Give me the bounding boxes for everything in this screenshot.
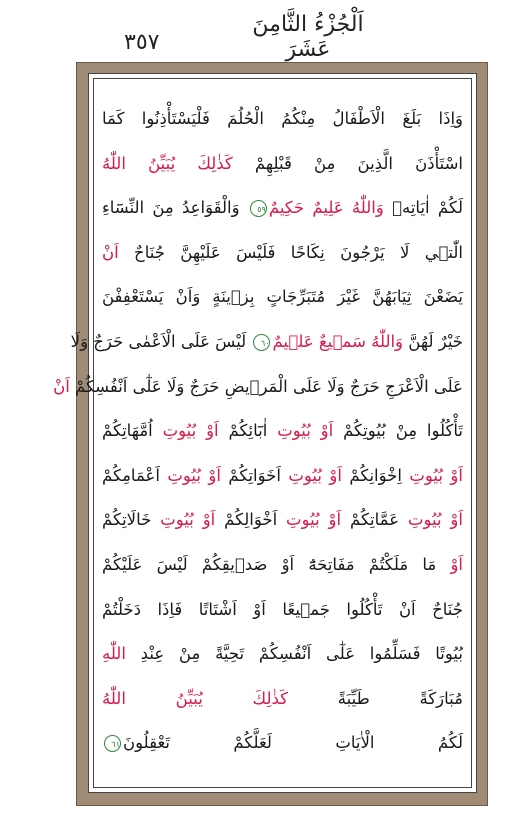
verse-line: [102, 588, 463, 633]
highlighted-text: اَوْ: [450, 554, 463, 574]
verse-line: [102, 454, 463, 499]
ayah-number-marker: ٦١: [104, 735, 121, 752]
verse-text: بُيُوتًا فَسَلِّمُوا عَلٰٓى اَنْفُسِكُمْ تَحِيَّةً مِنْ عِنْدِ: [125, 644, 463, 664]
verse-line: [102, 409, 463, 454]
page-header: [0, 0, 518, 62]
highlighted-text: وَاللّٰهُ سَم۪يعٌ عَل۪يمٌ: [272, 331, 404, 351]
verse-text: عَمَّاتِكُمْ: [341, 510, 408, 530]
verse-text: مَا مَلَكْتُمْ مَفَاتِحَهُٓ اَوْ صَد۪يقِكُمْ لَيْسَ عَلَيْكُمْ: [102, 554, 451, 574]
highlighted-text: اَوْ بُيُوتِ: [409, 465, 463, 485]
verse-text-area: [53, 78, 472, 788]
highlighted-text: اَوْ بُيُوتِ: [407, 510, 463, 530]
verse-line: [102, 231, 463, 276]
verse-text: عَلَى الْاَعْرَجِ حَرَجٌ وَلَا عَلَى الْمَر۪يضِ حَرَجٌ وَلَا عَلٰٓى اَنْفُسِكُمْ: [69, 376, 463, 396]
verse-line: [102, 632, 463, 677]
highlighted-text: اَوْ بُيُوتِ: [286, 510, 342, 530]
verse-text: وَالْقَوَاعِدُ مِنَ النِّسَٓاءِ: [102, 198, 248, 218]
verse-line: [53, 365, 463, 410]
verse-text: اٰبَٓائِكُمْ: [218, 421, 278, 441]
highlighted-text: اَوْ بُيُوتِ: [162, 421, 219, 441]
verse-line: [102, 721, 463, 766]
verse-text: لَكُمُ الْاٰيَاتِ لَعَلَّكُمْ تَعْقِلُونَ: [123, 733, 463, 753]
verse-line: [102, 677, 463, 722]
verse-line: [102, 543, 463, 588]
highlighted-text: كَذٰلِكَ يُبَيِّنُ اللّٰهُ: [102, 688, 289, 708]
verse-text: خَالَاتِكُمْ: [102, 510, 161, 530]
verse-text: خَيْرٌ لَهُنَّ: [403, 331, 463, 351]
verse-line: [70, 320, 463, 365]
page-number: ٣٥٧: [124, 30, 160, 55]
verse-text: اُمَّهَاتِكُمْ: [102, 421, 163, 441]
verse-text: يَضَعْنَ ثِيَابَهُنَّ غَيْرَ مُتَبَرِّجَاتٍ بِز۪ينَةٍ وَاَنْ يَسْتَعْفِفْنَ: [102, 287, 463, 307]
verse-text: وَاِذَا بَلَغَ الْاَطْفَالُ مِنْكُمُ الْحُلُمَ فَلْيَسْتَأْذِنُوا كَمَا: [102, 109, 463, 128]
verse-text: اَعْمَامِكُمْ: [102, 465, 168, 485]
highlighted-text: اللّٰهِ: [102, 644, 126, 664]
verse-text: اِخْوَانِكُمْ: [341, 465, 410, 485]
verse-text: اَخَوَاتِكُمْ: [220, 465, 289, 485]
verse-text: اسْتَأْذَنَ الَّذِينَ مِنْ قَبْلِهِمْ: [232, 153, 463, 173]
ayah-number-marker: ٥٩: [250, 200, 267, 217]
highlighted-text: اَوْ بُيُوتِ: [277, 421, 334, 441]
verse-text: تَأْكُلُوا مِنْ بُيُوتِكُمْ: [333, 421, 463, 441]
verse-text: اَخْوَالِكُمْ: [215, 510, 287, 530]
verse-line: [102, 97, 463, 142]
verse-line: [102, 498, 463, 543]
highlighted-text: كَذٰلِكَ يُبَيِّنُ اللّٰهُ: [102, 153, 233, 173]
verse-lines: [53, 97, 464, 766]
highlighted-text: اَنْ: [53, 376, 70, 396]
highlighted-text: اَنْ: [102, 242, 119, 262]
verse-line: [102, 142, 463, 187]
highlighted-text: اَوْ بُيُوتِ: [160, 510, 216, 530]
ayah-number-marker: ٦٠: [253, 334, 270, 351]
verse-text: لَكُمْ اٰيَاتِه۪: [383, 198, 464, 218]
verse-text: الّٰت۪ي لَا يَرْجُونَ نِكَاحًا فَلَيْسَ عَلَيْهِنَّ جُنَاحٌ: [118, 242, 463, 262]
verse-text: مُبَارَكَةً طَيِّبَةً: [288, 688, 463, 708]
verse-line: [102, 186, 463, 231]
juz-title: اَلْجُزْءُ الثَّامِنَ عَشَرَ: [252, 12, 364, 62]
highlighted-text: اَوْ بُيُوتِ: [288, 465, 342, 485]
verse-line: [102, 275, 463, 320]
highlighted-text: وَاللّٰهُ عَلِيمٌ حَكِيمٌ: [268, 198, 384, 218]
verse-text: لَيْسَ عَلَى الْاَعْمٰى حَرَجٌ وَلَا: [70, 331, 252, 351]
highlighted-text: اَوْ بُيُوتِ: [167, 465, 221, 485]
verse-text: جُنَاحٌ اَنْ تَأْكُلُوا جَم۪يعًا اَوْ اَشْتَاتًا فَاِذَا دَخَلْتُمْ: [102, 599, 463, 619]
